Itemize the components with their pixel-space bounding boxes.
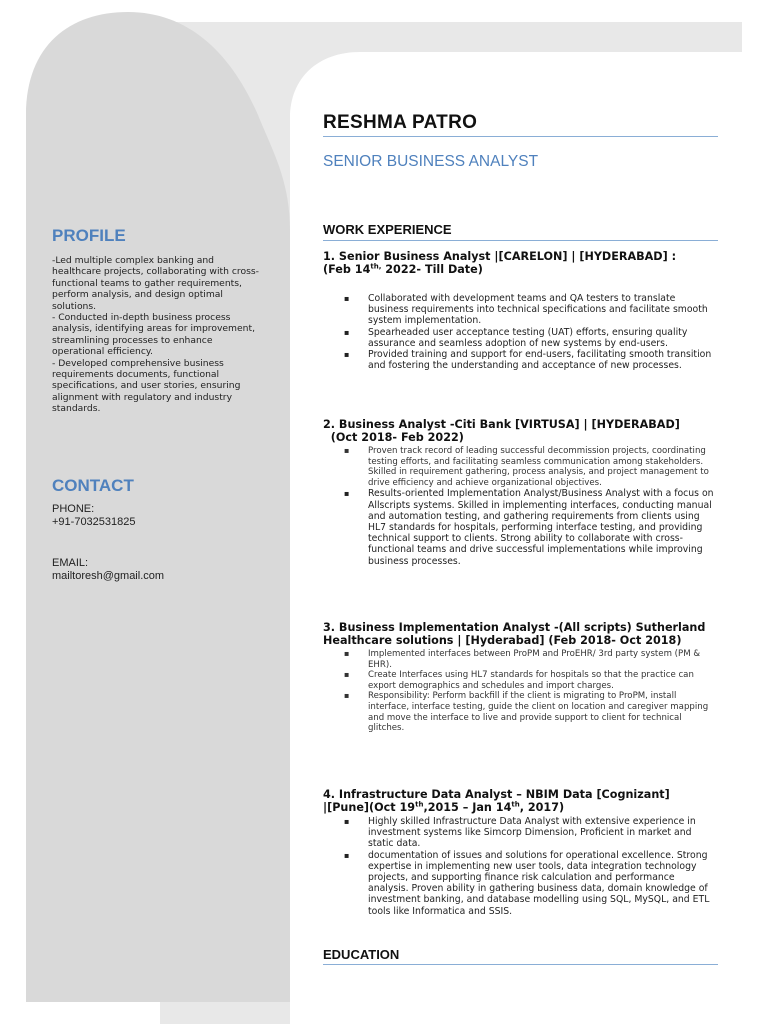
- profile-heading: PROFILE: [52, 226, 126, 245]
- list-item: ▪ Responsibility: Perform backfill if the client is migrating to ProPM, install interface, interface testing, guide the client on location and caregiver mapping and move the interface to live and provide support to client for technical glitches.: [368, 691, 718, 733]
- job-1-bullets: [323, 293, 718, 371]
- list-item: ▪ documentation of issues and solutions for operational excellence. Strong expertise in implementing new user tools, data integration technology projects, and supporting finance risk calculation and performance analysis. Proven ability in gathering business data, domain knowledge of investment banking, and database modelling using SQL, MySQL, and ETL tools like Informatica and SSIS.: [368, 850, 718, 917]
- work-divider: [323, 240, 718, 241]
- sidebar: [52, 226, 264, 415]
- list-item: ▪ Highly skilled Infrastructure Data Analyst with extensive experience in investment systems like Simcorp Dimension, Proficient in market and static data.: [368, 816, 718, 850]
- job-entry-1: [323, 250, 718, 371]
- contact-heading: CONTACT: [52, 476, 134, 495]
- list-item: ▪ Implemented interfaces between ProPM and ProEHR/ 3rd party system (PM & EHR).: [368, 649, 718, 670]
- email-value: mailtoresh@gmail.com: [52, 570, 165, 582]
- list-item: ▪ Provided training and support for end-users, facilitating smooth transition and fostering the understanding and acceptance of new processes.: [368, 349, 718, 371]
- job-entry-3: [323, 621, 718, 734]
- job-1-title: 1. Senior Business Analyst |[CARELON] | [HYDERABAD] : (Feb $14^{th,}$ 2022- Till Date): [323, 250, 677, 276]
- phone-value: +91-7032531825: [52, 516, 136, 528]
- list-item: ▪ Spearheaded user acceptance testing (UAT) efforts, ensuring quality assurance and seamless adoption of new systems by end-users.: [368, 327, 718, 349]
- job-3-bullets: [323, 649, 718, 734]
- education-heading: EDUCATION: [323, 947, 400, 962]
- phone-label: PHONE:: [52, 503, 95, 515]
- name-divider: [323, 136, 718, 137]
- job-4-bullets: [323, 816, 718, 917]
- list-item: ▪ Collaborated with development teams and QA testers to translate business requirements into technical specifications and facilitate smooth system implementation.: [368, 293, 718, 327]
- profile-text: -Led multiple complex banking and healthcare projects, collaborating with cross-functional teams to gather requirements, perform analysis, and design optimal solutions. - Conducted in-depth business process analysis, identifying areas for improvement, streamlining processes to enhance operational efficiency. - Developed comprehensive business requirements documents, functional specifications, and user stories, ensuring alignment with regulatory and industry standards.: [52, 255, 259, 415]
- work-experience-heading: WORK EXPERIENCE: [323, 222, 452, 237]
- job-3-title: 3. Business Implementation Analyst -(All scripts) Sutherland Healthcare solutions | [Hyderabad] (Feb 2018- Oct 2018): [323, 621, 706, 647]
- job-entry-4: [323, 788, 718, 917]
- job-title: SENIOR BUSINESS ANALYST: [323, 153, 539, 170]
- job-4-title: 4. Infrastructure Data Analyst – NBIM Data [Cognizant] |[Pune](Oct 19th,2015 – Jan 14th, 2017): [323, 788, 670, 814]
- job-entry-2: [323, 418, 718, 567]
- education-divider: [323, 964, 718, 965]
- list-item: ▪ Results-oriented Implementation Analyst/Business Analyst with a focus on Allscripts systems. Skilled in implementing interfaces, conducting manual and automation testing, and gathering requirements from clients using HL7 standards for hospitals, performing interface testing, and providing technical support to clients. Strong ability to collaborate with cross-functional teams and drive successful implementations while improving business processes.: [368, 488, 718, 566]
- contact-block: [52, 503, 264, 583]
- job-2-bullets: [323, 446, 718, 567]
- list-item: ▪ Proven track record of leading successful decommission projects, coordinating testing efforts, and facilitating seamless communication among stakeholders. Skilled in requirement gathering, process analysis, and project management to drive efficiency and achieve organizational objectives.: [368, 446, 718, 488]
- candidate-name: RESHMA PATRO: [323, 112, 478, 133]
- job-2-title: 2. Business Analyst -Citi Bank [VIRTUSA] | [HYDERABAD] (Oct 2018- Feb 2022): [323, 418, 680, 444]
- list-item: ▪ Create Interfaces using HL7 standards for hospitals so that the practice can export demographics and schedules and import charges.: [368, 670, 718, 691]
- email-label: EMAIL:: [52, 557, 89, 569]
